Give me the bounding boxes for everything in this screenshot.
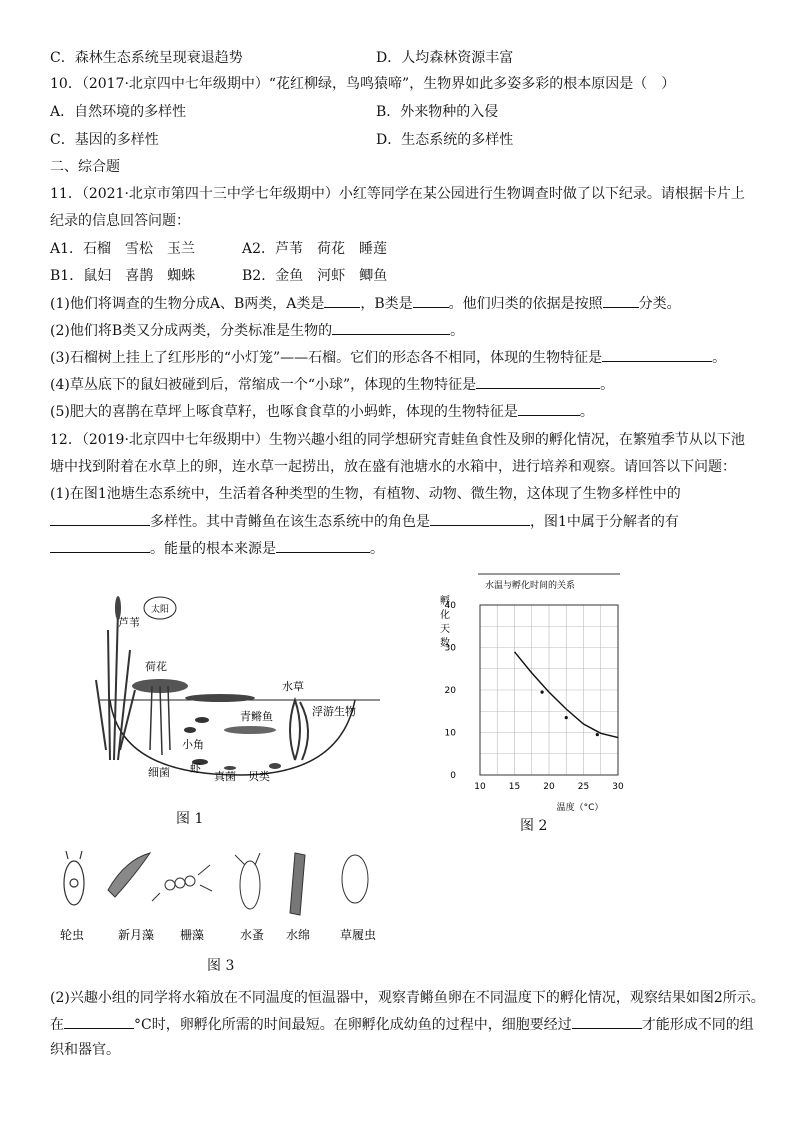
q12-p1-text-b: 多样性。其中青鳉鱼在该生态系统中的角色是 <box>150 514 430 530</box>
q12-p2-text-c: °C时，卵孵化所需的时间最短。在卵孵化成幼鱼的过程中，细胞要经过 <box>134 1017 572 1033</box>
waterweed-label: 水草 <box>282 680 304 693</box>
q11-p1-text-b: ，B类是 <box>360 296 413 312</box>
q10-stem: 10．（2017·北京四中七年级期中）“花红柳绿，鸟鸣猿啼”，生物界如此多姿多彩的根本原因是（ ） <box>50 76 676 92</box>
q10-options-ab <box>50 102 499 122</box>
closterium-drawing <box>108 853 150 897</box>
q11-p3-text-b: 。 <box>712 350 727 366</box>
x-tick-label: 20 <box>543 782 555 792</box>
q11-card-b2: B2．金鱼 河虾 鲫鱼 <box>242 268 388 284</box>
y-tick-label: 30 <box>444 643 456 654</box>
lotus-label: 荷花 <box>145 660 167 673</box>
spirogyra-drawing <box>290 853 305 915</box>
q12-p2-text-d: 才能形成不同的组 <box>641 1017 754 1033</box>
paramecium-label: 草履虫 <box>340 928 377 942</box>
answer-blank[interactable] <box>50 538 150 553</box>
y-tick-label: 40 <box>444 601 456 611</box>
small-fish <box>195 717 209 723</box>
q12-p1-text-c: ，图1中属于分解者的有 <box>530 514 679 530</box>
y-tick-label: 0 <box>450 771 456 781</box>
reed-label: 芦苇 <box>118 616 140 629</box>
q11-card-a1: A1．石榴 雪松 玉兰 <box>50 241 196 257</box>
answer-blank[interactable] <box>572 1014 642 1029</box>
q10-option-c: C．基因的多样性 <box>50 132 159 148</box>
data-point <box>565 716 568 719</box>
q10-options-cd <box>50 130 514 150</box>
q11-card-row-b <box>50 266 388 286</box>
y-axis-label: 孵化天数 <box>440 596 450 649</box>
chart-ticks <box>445 601 624 792</box>
y-tick-label: 20 <box>444 686 456 696</box>
chart-title: 水温与孵化时间的关系 <box>484 581 576 591</box>
q11-p5-text-a: (5)肥大的喜鹊在草坪上啄食草籽，也啄食食草的小蚂蚱，体现的生物特征是 <box>50 404 518 420</box>
medaka-fish <box>224 726 276 734</box>
q10-option-a: A．自然环境的多样性 <box>50 104 187 120</box>
x-tick-label: 15 <box>508 782 521 792</box>
q11-p4-text-a: (4)草丛底下的鼠妇被碰到后，常缩成一个“小球”，体现的生物特征是 <box>50 377 477 393</box>
medaka-label: 青鳉鱼 <box>240 710 273 723</box>
chart-grid <box>480 605 618 775</box>
answer-blank[interactable] <box>50 511 150 526</box>
answer-blank[interactable] <box>64 1014 134 1029</box>
q11-p1-text-d: 分类。 <box>638 296 681 312</box>
answer-blank[interactable] <box>602 347 712 362</box>
x-tick-label: 10 <box>474 782 486 792</box>
answer-blank[interactable] <box>324 293 360 308</box>
answer-blank[interactable] <box>332 320 450 335</box>
q11-part-1 <box>50 293 681 314</box>
q11-card-a2: A2．芦苇 荷花 睡莲 <box>242 241 388 257</box>
scenedesmus-label: 栅藻 <box>180 928 205 942</box>
q11-part-2 <box>50 320 464 341</box>
bacteria-label: 细菌 <box>148 766 170 779</box>
scenedesmus-drawing <box>152 865 212 901</box>
small-fish-label: 小角 <box>182 738 204 751</box>
spirogyra-label: 水绵 <box>286 928 311 942</box>
plankton-label: 浮游生物 <box>312 705 356 718</box>
q11-stem-1: 11．（2021·北京市第四十三中学七年级期中）小红等同学在某公园进行生物调查时做了以下纪录。请根据卡片上 <box>50 186 745 202</box>
q11-p2-text-a: (2)他们将B类又分成两类，分类标准是生物的 <box>50 323 333 339</box>
q9-option-d: D．人均森林资源丰富 <box>376 50 514 66</box>
q11-part-3 <box>50 347 726 368</box>
q9-options <box>50 48 514 68</box>
answer-blank[interactable] <box>430 511 530 526</box>
sun-label: 太阳 <box>150 605 170 615</box>
q11-p1-text-a: (1)他们将调查的生物分成A、B两类，A类是 <box>50 296 325 312</box>
daphnia-label: 水蚤 <box>240 928 265 942</box>
q12-part-2-line-3: 织和器官。 <box>50 1042 120 1058</box>
fungi-label: 真菌 <box>214 770 236 783</box>
q12-part-1-line-1: (1)在图1池塘生态系统中，生活着各种类型的生物，有植物、动物、微生物，这体现了生物多样性中的 <box>50 486 681 502</box>
q12-p1-text-d: 。能量的根本来源是 <box>150 541 276 557</box>
q10-option-d: D．生态系统的多样性 <box>376 132 514 148</box>
x-tick-label: 25 <box>577 782 590 792</box>
q11-p1-text-c: 。他们归类的依据是按照 <box>448 296 603 312</box>
q11-p4-text-b: 。 <box>600 377 615 393</box>
q12-part-2-line-1: (2)兴趣小组的同学将水箱放在不同温度的恒温器中，观察青鳉鱼卵在不同温度下的孵化情况，观察结果如图2所示。 <box>50 990 765 1006</box>
data-point <box>596 733 599 736</box>
rotifer-drawing <box>64 851 84 905</box>
q11-card-b1: B1．鼠妇 喜鹊 蜘蛛 <box>50 268 196 284</box>
shellfish-label: 贝类 <box>248 770 270 783</box>
section-heading: 二、综合题 <box>50 159 120 175</box>
closterium-label: 新月藻 <box>118 928 155 942</box>
x-tick-label: 30 <box>612 782 624 792</box>
q11-stem-2: 纪录的信息回答问题： <box>50 213 190 229</box>
q12-p1-text-e: 。 <box>370 541 384 557</box>
pond-ecosystem-figure <box>90 590 390 790</box>
shrimp-label: 虾 <box>190 762 201 775</box>
q12-p2-text-b: 在 <box>50 1017 64 1033</box>
figure-2-caption: 图 2 <box>520 818 548 834</box>
daphnia-drawing <box>235 853 260 909</box>
answer-blank[interactable] <box>518 401 580 416</box>
q11-card-row-a <box>50 239 388 259</box>
hatching-chart <box>420 570 630 820</box>
q12-stem-1: 12．（2019·北京四中七年级期中）生物兴趣小组的同学想研究青蛙鱼食性及卵的孵化情况，在繁殖季节从以下池 <box>50 432 745 448</box>
answer-blank[interactable] <box>413 293 449 308</box>
q10-option-b: B．外来物种的入侵 <box>376 104 499 120</box>
q12-stem-2: 塘中找到附着在水草上的卵，连水草一起捞出，放在盛有池塘水的水箱中，进行培养和观察。请回答以下问题： <box>50 459 736 475</box>
answer-blank[interactable] <box>276 538 370 553</box>
q11-part-5 <box>50 401 594 422</box>
q12-part-1-line-3 <box>50 538 384 559</box>
q11-part-4 <box>50 374 614 395</box>
q9-option-c: C．森林生态系统呈现衰退趋势 <box>50 50 243 66</box>
figure-3-caption: 图 3 <box>207 958 235 974</box>
q11-p2-text-b: 。 <box>450 323 465 339</box>
data-point <box>541 691 544 694</box>
q11-p3-text-a: (3)石榴树上挂上了红彤彤的“小灯笼”——石榴。它们的形态各不相同，体现的生物特征是 <box>50 350 603 366</box>
x-axis-label: 温度（°C） <box>556 803 604 813</box>
q12-part-1-line-2 <box>50 511 679 532</box>
y-tick-label: 10 <box>444 728 456 739</box>
rotifer-label: 轮虫 <box>60 928 85 942</box>
q12-part-2-line-2 <box>50 1014 754 1035</box>
q11-p5-text-b: 。 <box>579 404 594 420</box>
answer-blank[interactable] <box>476 374 600 389</box>
reed-plant <box>96 610 135 760</box>
answer-blank[interactable] <box>603 293 639 308</box>
microorganisms-figure <box>50 845 400 945</box>
paramecium-drawing <box>342 855 368 903</box>
figure-1-caption: 图 1 <box>176 811 204 827</box>
